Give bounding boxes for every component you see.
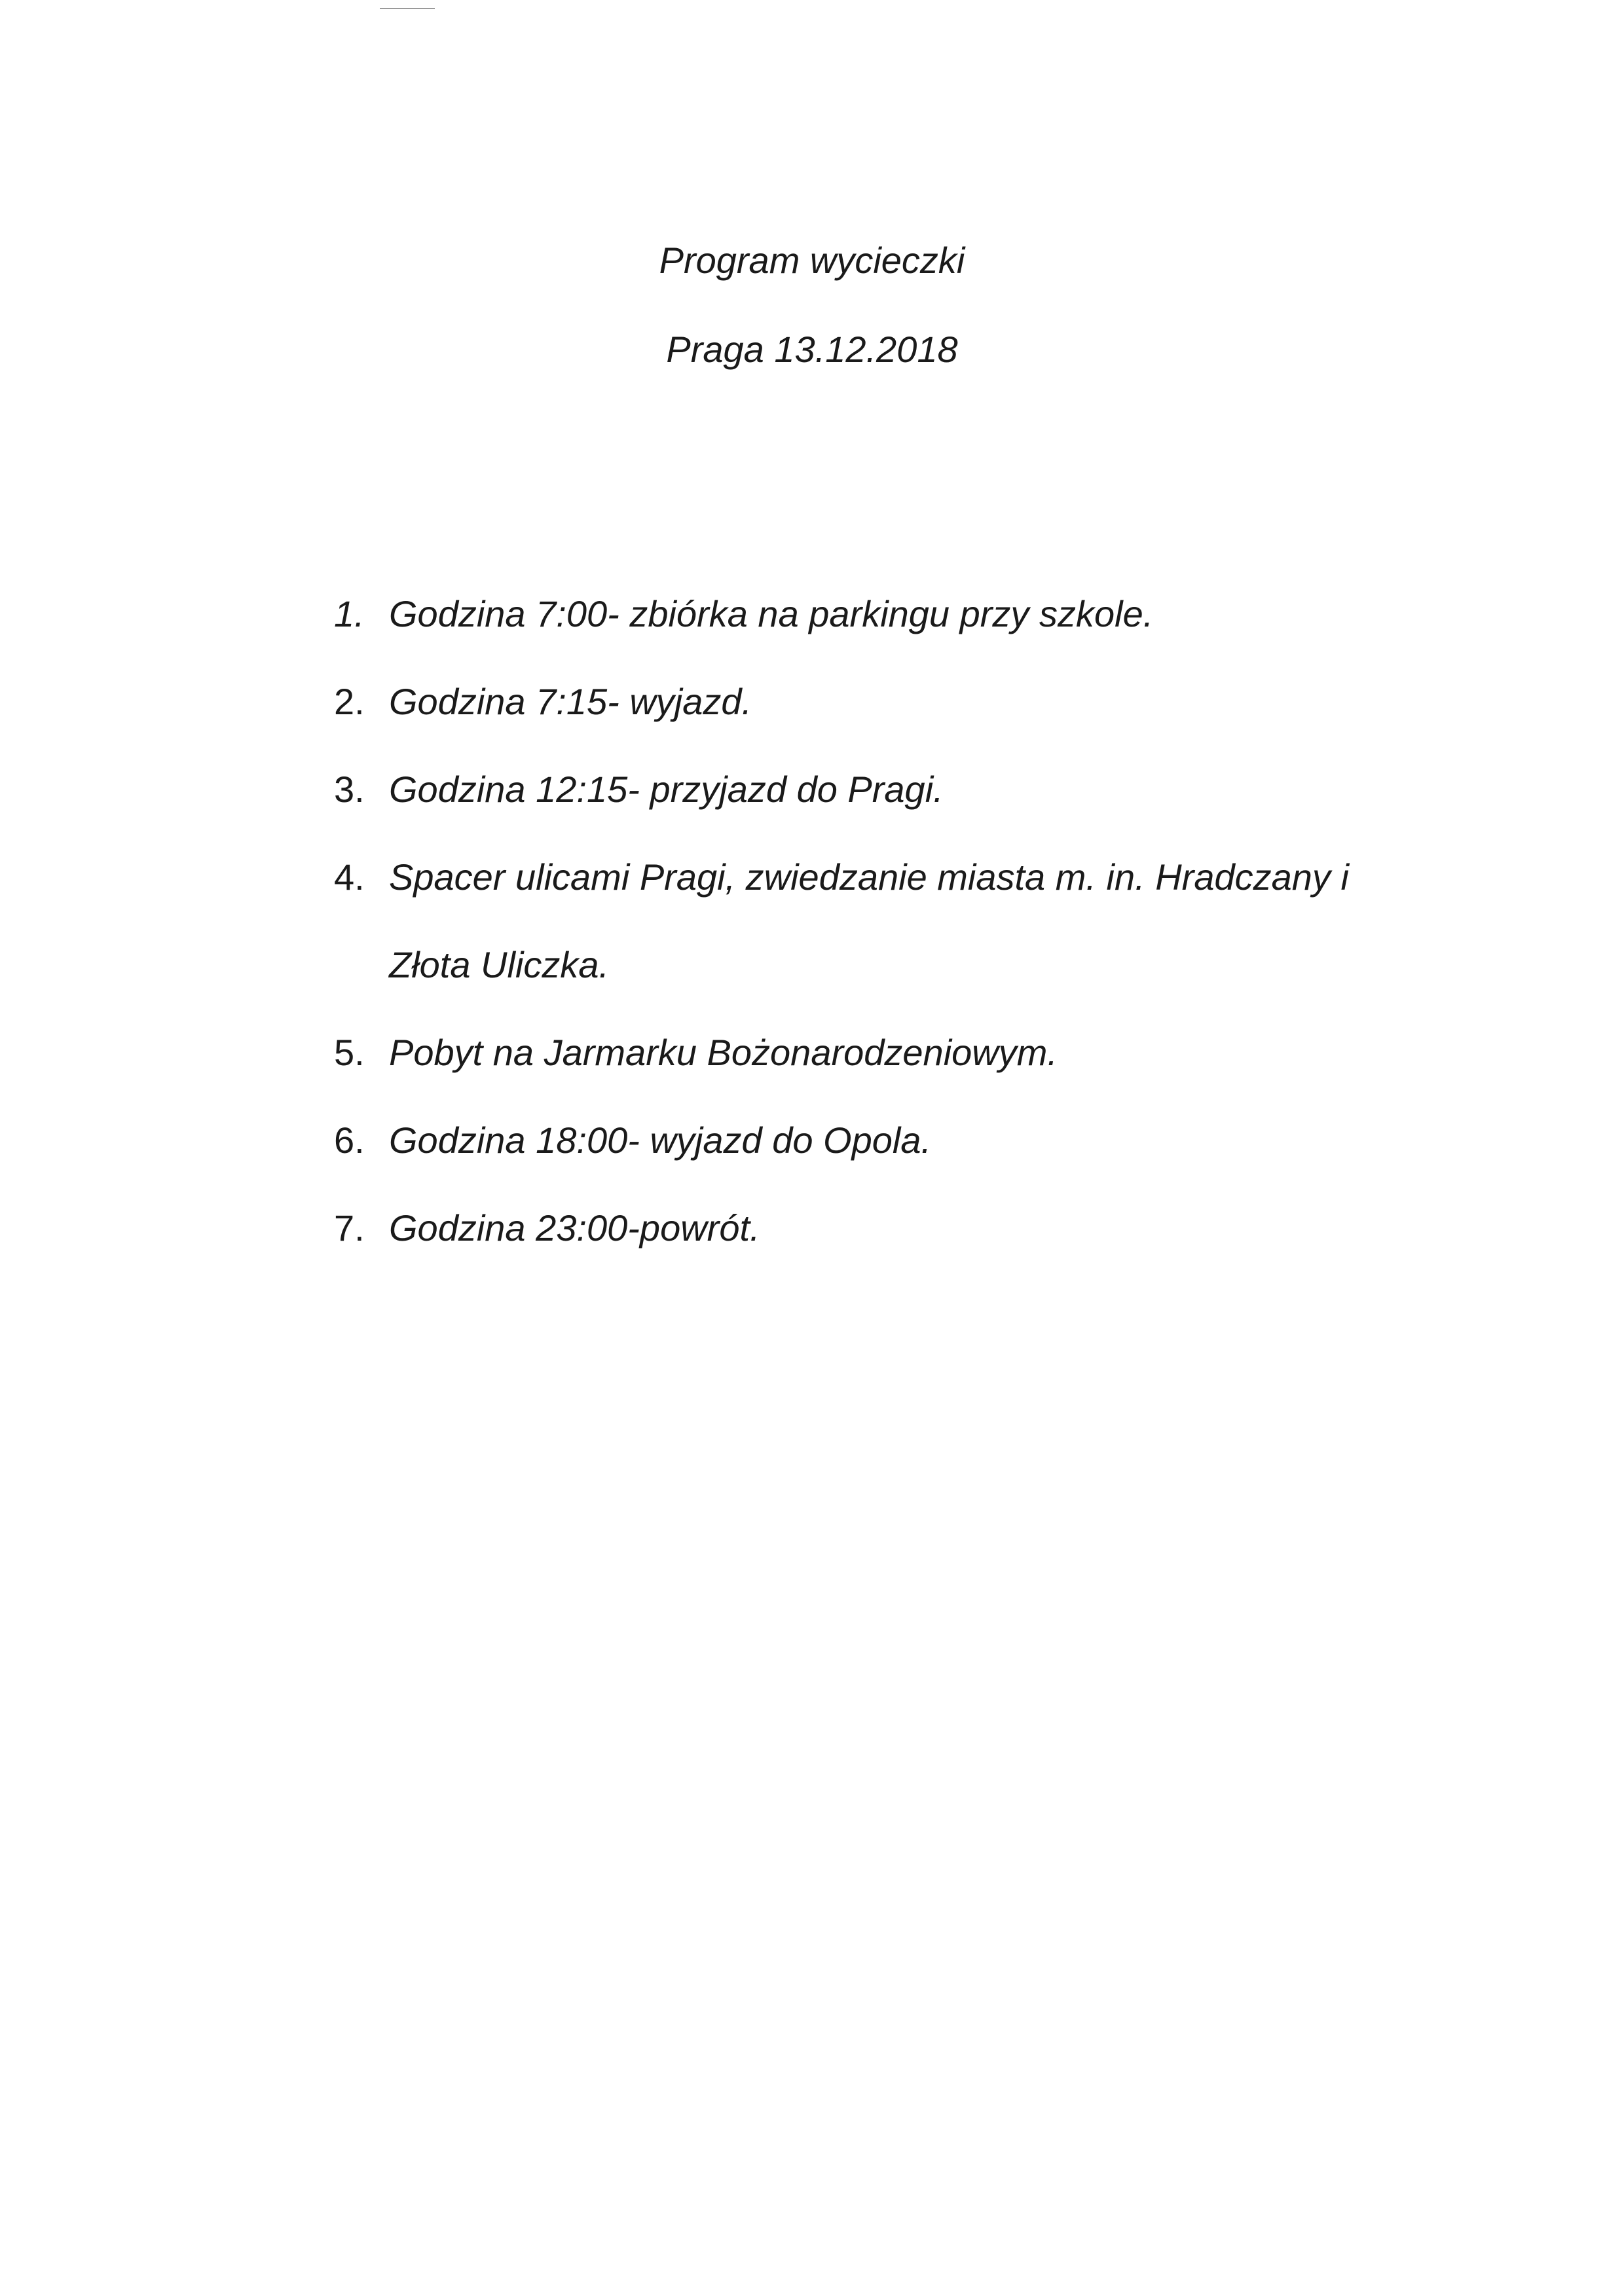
list-item-text: Godzina 12:15- przyjazd do Pragi. <box>389 769 944 810</box>
list-item-continuation <box>334 942 1460 988</box>
scan-mark <box>380 8 435 9</box>
list-item-number: 4. <box>334 856 365 898</box>
document-subtitle: Praga 13.12.2018 <box>666 329 958 370</box>
list-item-number: 5. <box>334 1032 365 1073</box>
list-item <box>334 1205 1460 1251</box>
list-item-text: Godzina 23:00-powrót. <box>389 1207 760 1248</box>
list-item-number: 2. <box>334 681 365 722</box>
list-item-text: Złota Uliczka. <box>389 944 610 985</box>
list-item <box>334 679 1460 725</box>
list-item-text: Spacer ulicami Pragi, zwiedzanie miasta m. in. Hradczany i <box>389 856 1349 898</box>
list-item <box>334 1030 1460 1076</box>
list-item-text: Godzina 18:00- wyjazd do Opola. <box>389 1120 932 1161</box>
list-item <box>334 1118 1460 1163</box>
list-item-number: 3. <box>334 769 365 810</box>
list-item-number: 7. <box>334 1207 365 1248</box>
list-item <box>334 591 1460 637</box>
list-item-number: 6. <box>334 1120 365 1161</box>
list-item-text: Pobyt na Jarmarku Bożonarodzeniowym. <box>389 1032 1058 1073</box>
list-item-text: Godzina 7:15- wyjazd. <box>389 681 752 722</box>
list-item <box>334 767 1460 812</box>
list-item-number: 1. <box>334 593 365 634</box>
list-item <box>334 854 1460 900</box>
document-title: Program wycieczki <box>659 240 965 281</box>
list-item-text: Godzina 7:00- zbiórka na parkingu przy szkole. <box>389 593 1154 634</box>
